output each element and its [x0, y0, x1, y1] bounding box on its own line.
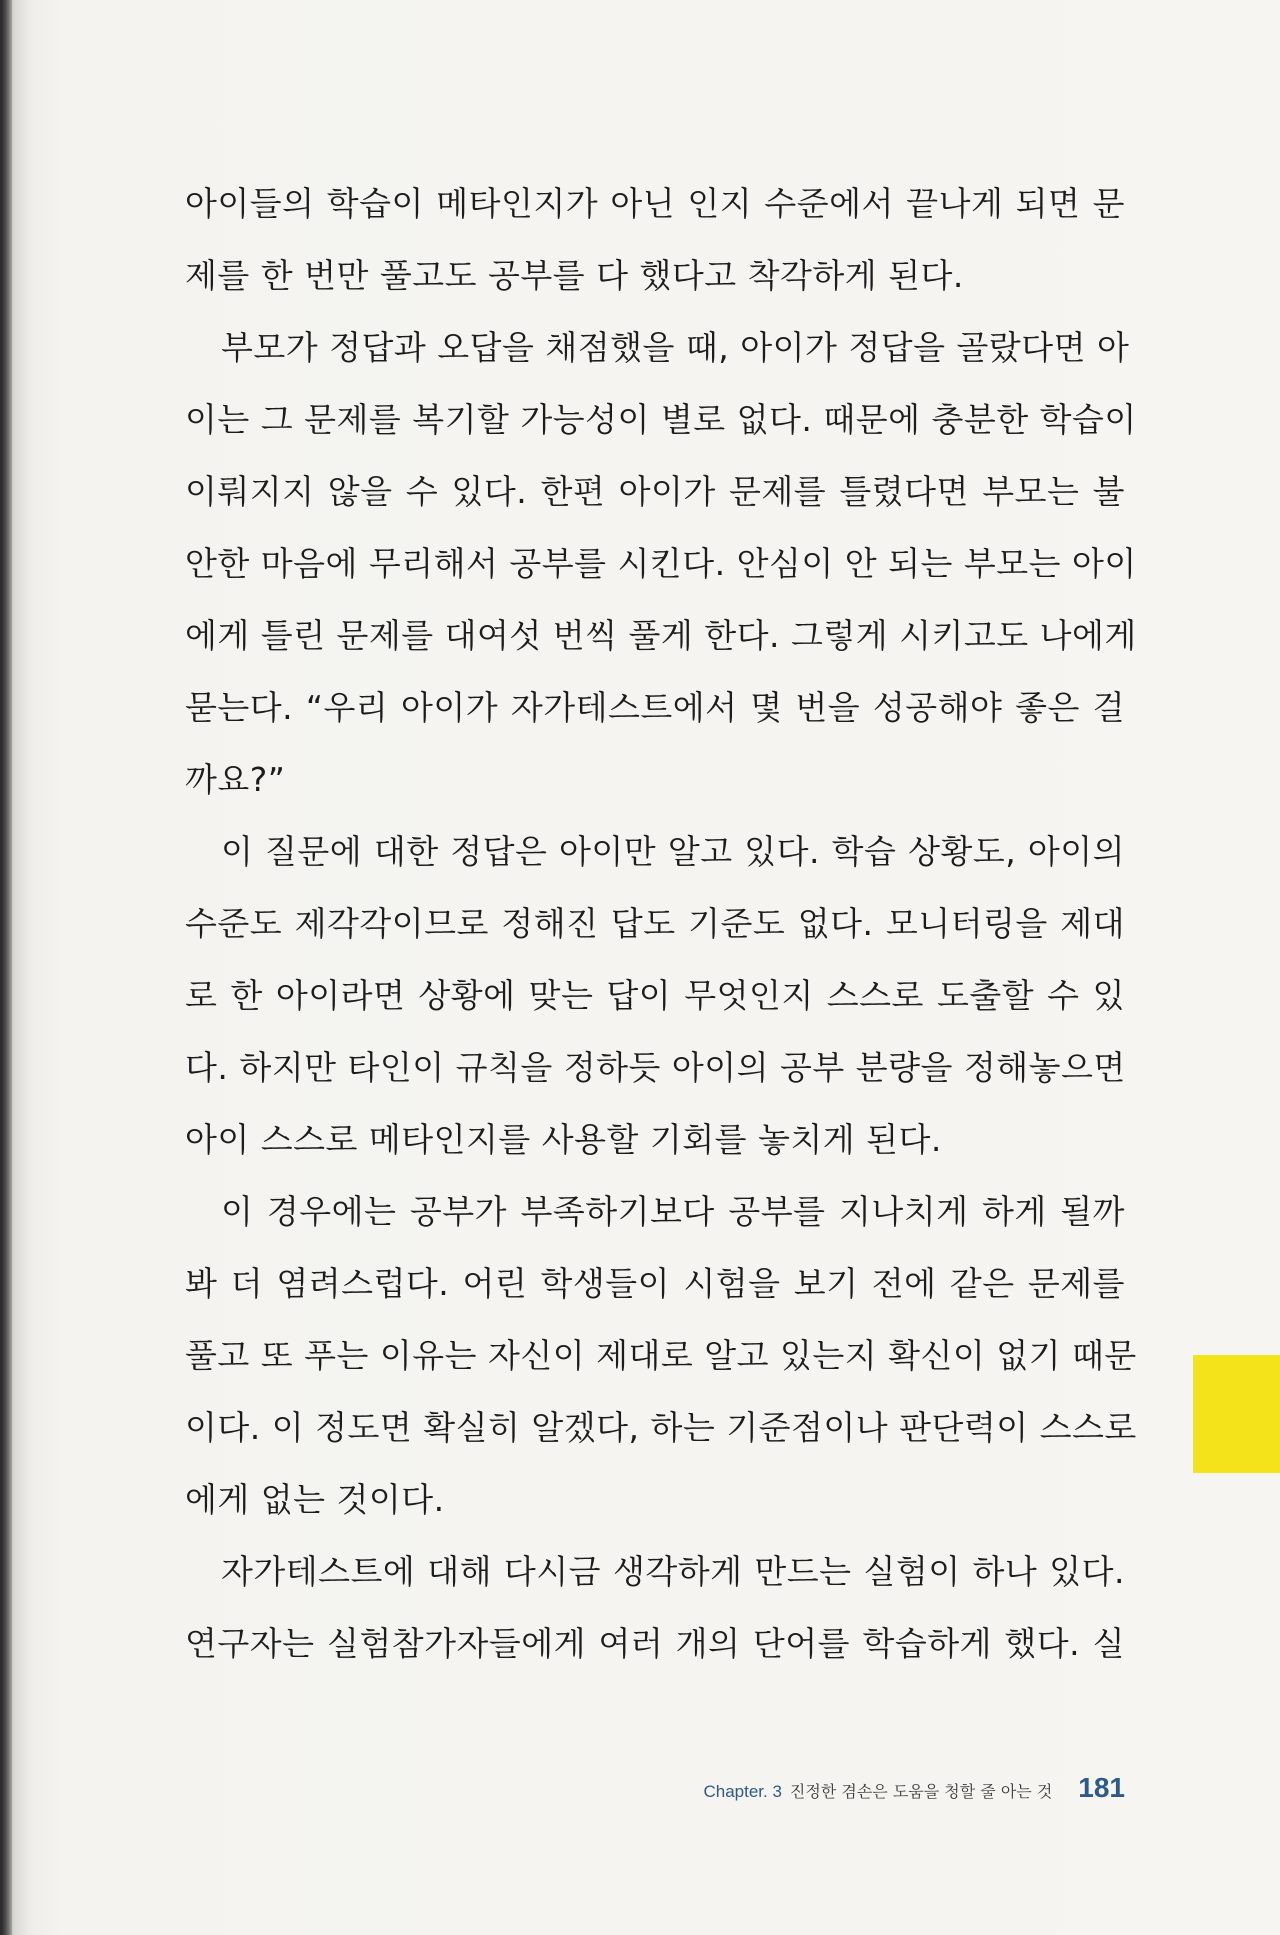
- text-line: 다. 하지만 타인이 규칙을 정하듯 아이의 공부 분량을 정해놓으면: [185, 1048, 1126, 1087]
- text-line: 아이들의 학습이 메타인지가 아닌 인지 수준에서 끝나게 되면 문: [185, 184, 1125, 223]
- body-text: [185, 168, 1137, 1680]
- text-line: 이뤄지지 않을 수 있다. 한편 아이가 문제를 틀렸다면 부모는 불: [185, 472, 1125, 511]
- text-line: 안한 마음에 무리해서 공부를 시킨다. 안심이 안 되는 부모는 아이: [185, 544, 1137, 583]
- text-line: 묻는다. “우리 아이가 자가테스트에서 몇 번을 성공해야 좋은 걸: [185, 688, 1125, 727]
- text-line: 자가테스트에 대해 다시금 생각하게 만드는 실험이 하나 있다.: [221, 1552, 1125, 1591]
- text-line: 에게 틀린 문제를 대여섯 번씩 풀게 한다. 그렇게 시키고도 나에게: [185, 616, 1137, 655]
- text-line: 풀고 또 푸는 이유는 자신이 제대로 알고 있는지 확신이 없기 때문: [185, 1336, 1137, 1375]
- spine-shadow: [0, 0, 12, 1935]
- text-line: 제를 한 번만 풀고도 공부를 다 했다고 착각하게 된다.: [185, 256, 964, 295]
- text-line: 연구자는 실험참가자들에게 여러 개의 단어를 학습하게 했다. 실: [185, 1624, 1125, 1663]
- footer-chapter-title: 진정한 겸손은 도움을 청할 줄 아는 것: [789, 1782, 1053, 1801]
- page-footer: [650, 1772, 1125, 1812]
- text-line: 아이 스스로 메타인지를 사용할 기회를 놓치게 된다.: [185, 1120, 942, 1159]
- footer-chapter: Chapter. 3: [703, 1782, 782, 1801]
- text-line: 로 한 아이라면 상황에 맞는 답이 무엇인지 스스로 도출할 수 있: [185, 976, 1125, 1015]
- text-line: 이 질문에 대한 정답은 아이만 알고 있다. 학습 상황도, 아이의: [221, 832, 1125, 871]
- text-line: 이 경우에는 공부가 부족하기보다 공부를 지나치게 하게 될까: [221, 1192, 1125, 1231]
- text-line: 에게 없는 것이다.: [185, 1480, 445, 1519]
- text-line: 이는 그 문제를 복기할 가능성이 별로 없다. 때문에 충분한 학습이: [185, 400, 1137, 439]
- text-line: 까요?”: [185, 760, 286, 799]
- page-number: 181: [1078, 1772, 1125, 1803]
- text-line: 수준도 제각각이므로 정해진 답도 기준도 없다. 모니터링을 제대: [185, 904, 1125, 943]
- yellow-index-tab: [1193, 1355, 1280, 1473]
- text-line: 봐 더 염려스럽다. 어린 학생들이 시험을 보기 전에 같은 문제를: [185, 1264, 1125, 1303]
- text-line: 부모가 정답과 오답을 채점했을 때, 아이가 정답을 골랐다면 아: [221, 328, 1130, 367]
- text-line: 이다. 이 정도면 확실히 알겠다, 하는 기준점이나 판단력이 스스로: [185, 1408, 1137, 1447]
